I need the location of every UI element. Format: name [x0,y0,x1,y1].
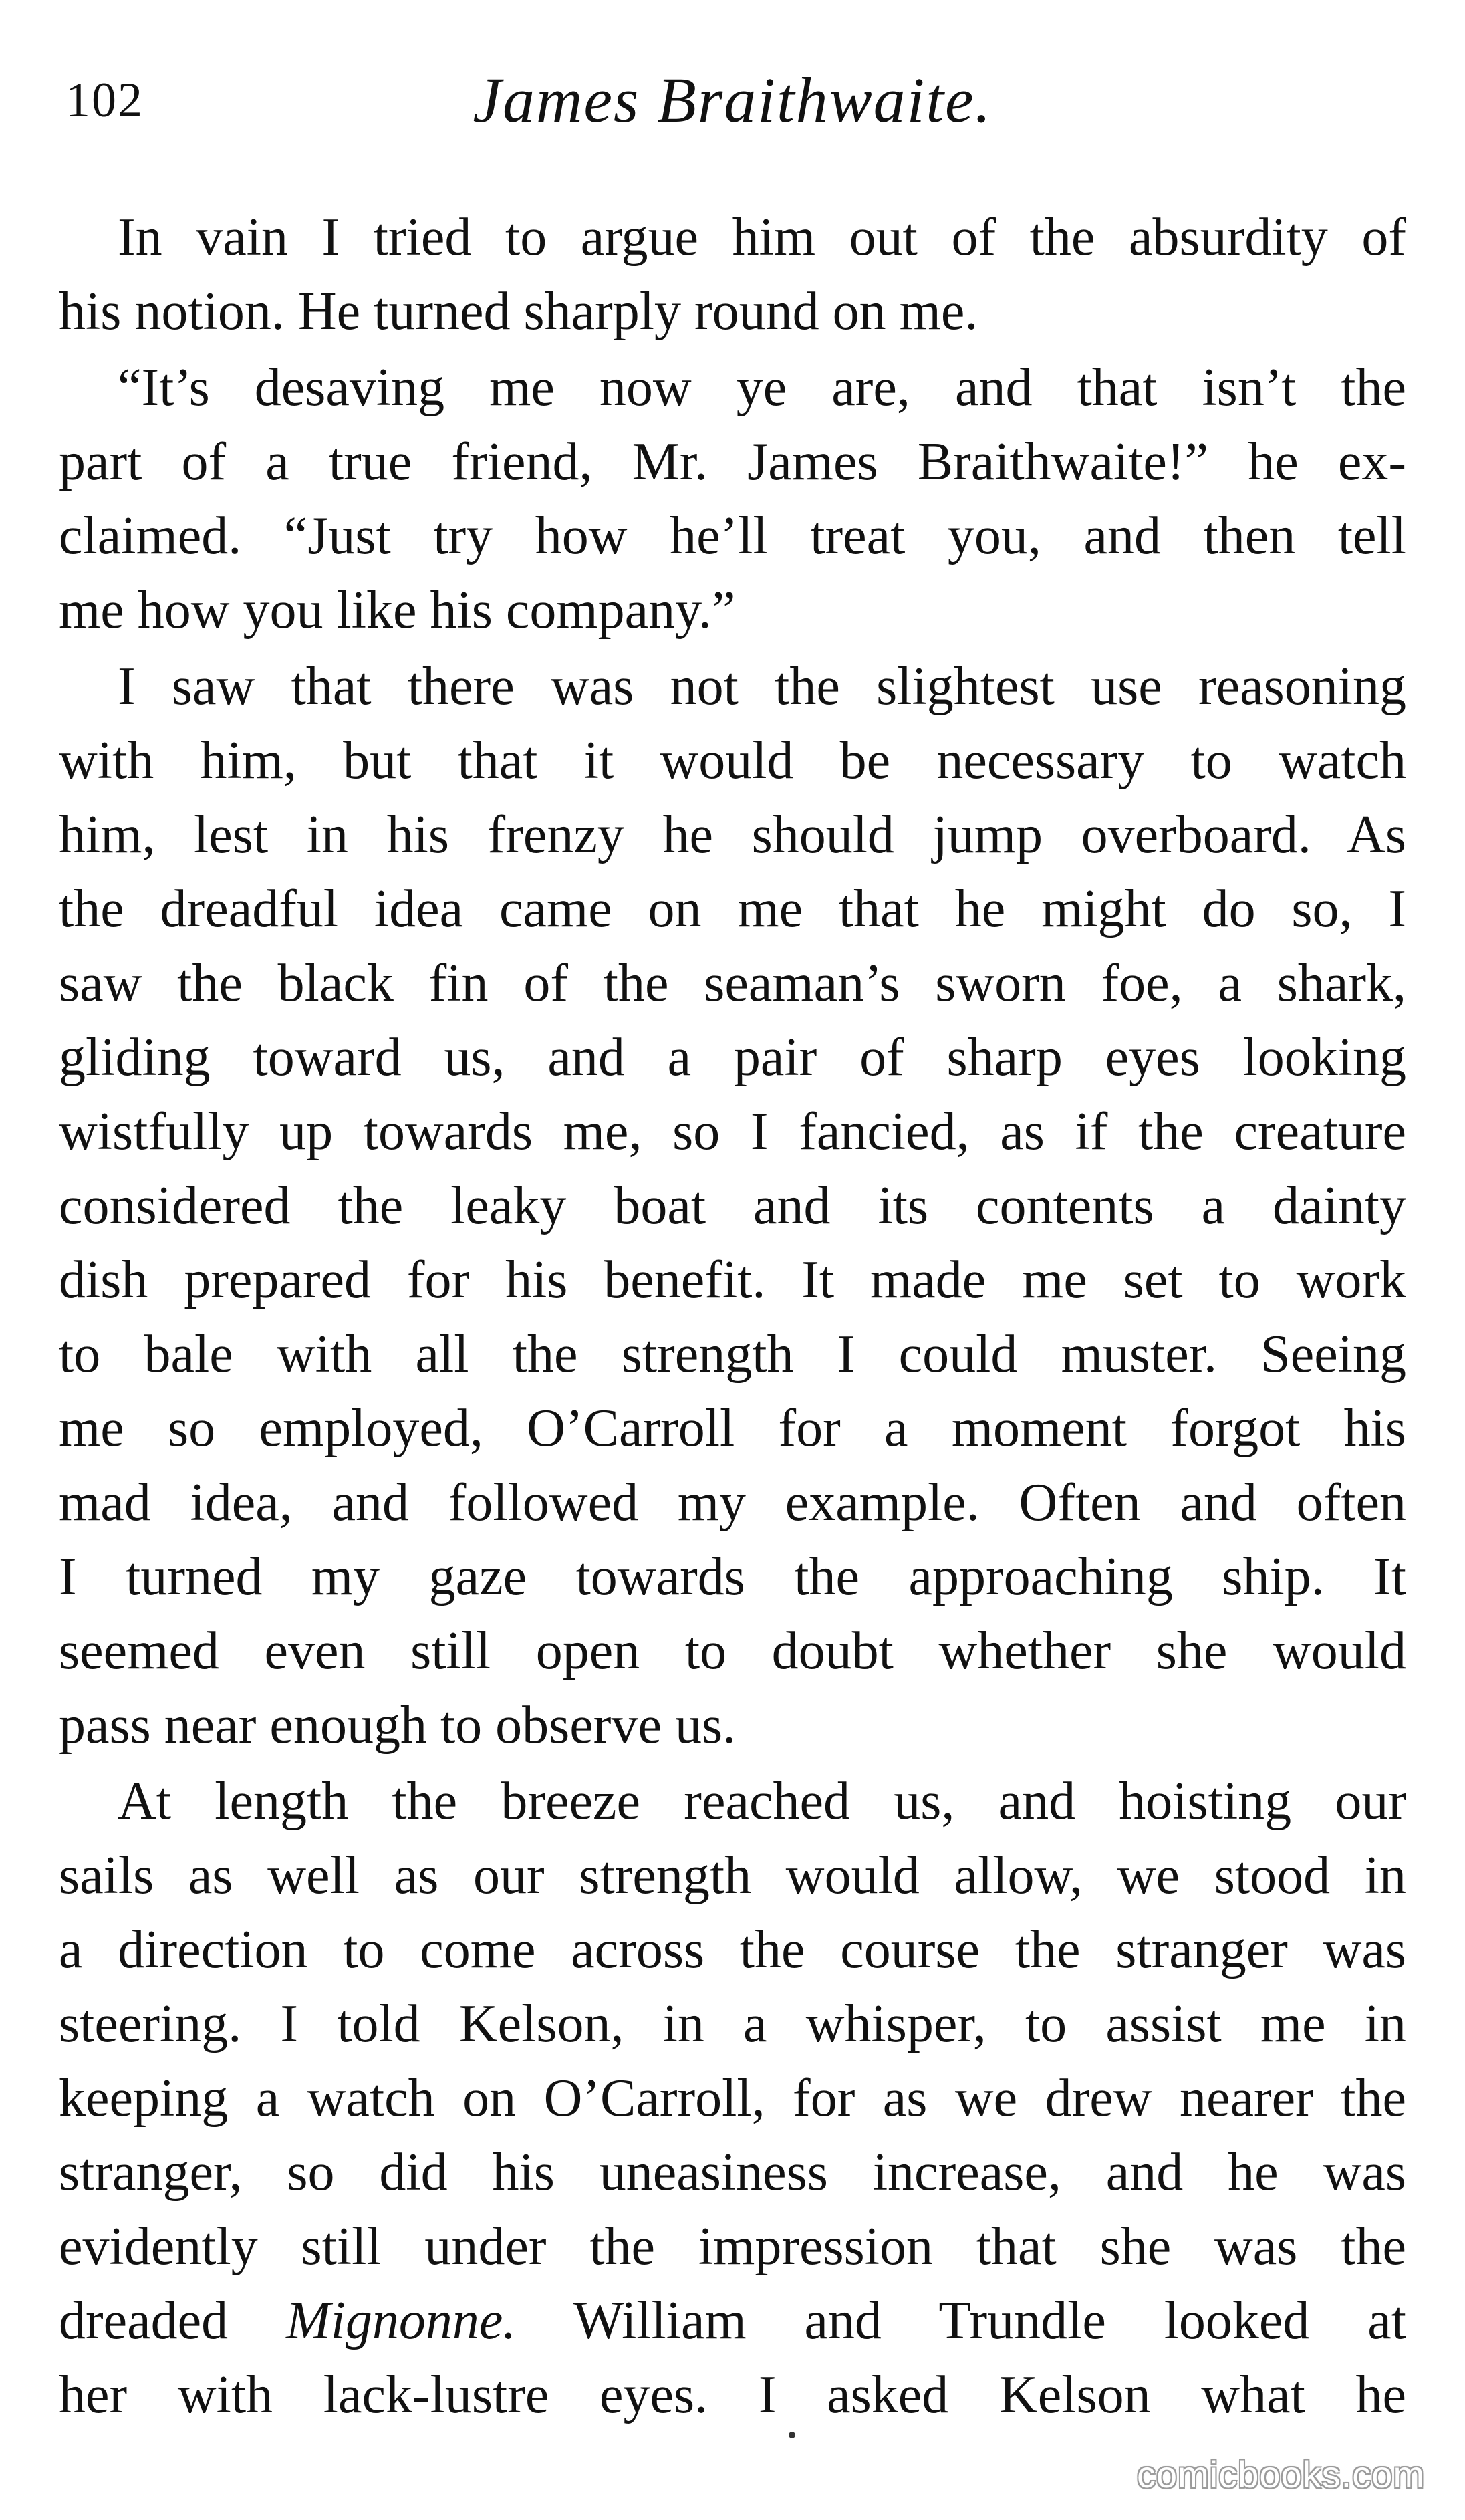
text-line: a direction to come across the course the stranger was [59,1920,1406,1979]
paragraph-2 [59,351,1406,648]
text-line: sails as well as our strength would allow, we stood in [59,1846,1406,1905]
text-line: evidently still under the impression that she was the [59,2217,1406,2276]
text-line: to bale with all the strength I could muster. Seeing [59,1325,1406,1384]
text-line: gliding toward us, and a pair of sharp eyes looking [59,1028,1406,1087]
text-line: the dreadful idea came on me that he might do so, I [59,880,1406,938]
text-line: him, lest in his frenzy he should jump overboard. As [59,805,1406,864]
text-line: I saw that there was not the slightest use reasoning [118,657,1406,716]
text-line: part of a true friend, Mr. James Braithwaite!” he ex- [59,432,1406,491]
ship-name-italic: Mignonne. [286,2291,517,2350]
text-line: me so employed, O’Carroll for a moment forgot his [59,1399,1406,1458]
text-line: seemed even still open to doubt whether she would [59,1622,1406,1680]
text-line: claimed. “Just try how he’ll treat you, and then tell [59,507,1406,565]
text-line-with-italic [59,2284,1406,2358]
text-line: At length the breeze reached us, and hoisting our [118,1772,1406,1831]
text-line: wistfully up towards me, so I fancied, as if the creature [59,1102,1406,1161]
text-line: with him, but that it would be necessary to watch [59,731,1406,790]
text-line: steering. I told Kelson, in a whisper, to assist me in [59,1995,1406,2053]
text-fragment: dreaded [59,2291,286,2350]
text-line: me how you like his company.” [59,581,736,640]
text-line: saw the black fin of the seaman’s sworn foe, a shark, [59,954,1406,1013]
text-line: In vain I tried to argue him out of the absurdity of [118,208,1406,267]
watermark: comicbooks.com [1136,2453,1425,2495]
text-line: dish prepared for his benefit. It made me set to work [59,1251,1406,1309]
text-fragment: William and Trundle looked at [516,2291,1406,2350]
text-line: keeping a watch on O’Carroll, for as we drew nearer the [59,2069,1406,2128]
running-title: James Braithwaite. [473,64,992,136]
paragraph-1 [59,201,1406,349]
body-text [59,201,1406,2432]
text-line: his notion. He turned sharply round on me. [59,282,978,341]
page-number: 102 [65,73,144,128]
text-line: considered the leaky boat and its contents a dainty [59,1176,1406,1235]
text-line: I turned my gaze towards the approaching ship. It [59,1547,1406,1606]
paragraph-4 [59,1765,1406,2432]
printer-mark [789,2432,795,2438]
page-header [59,59,1406,146]
text-line: mad idea, and followed my example. Often and often [59,1473,1406,1532]
paragraph-3 [59,650,1406,1763]
text-line: stranger, so did his uneasiness increase, and he was [59,2143,1406,2202]
text-line: her with lack-lustre eyes. I asked Kelson what he [59,2366,1406,2424]
text-line: pass near enough to observe us. [59,1696,737,1755]
text-line: “It’s desaving me now ye are, and that isn’t the [118,358,1406,417]
